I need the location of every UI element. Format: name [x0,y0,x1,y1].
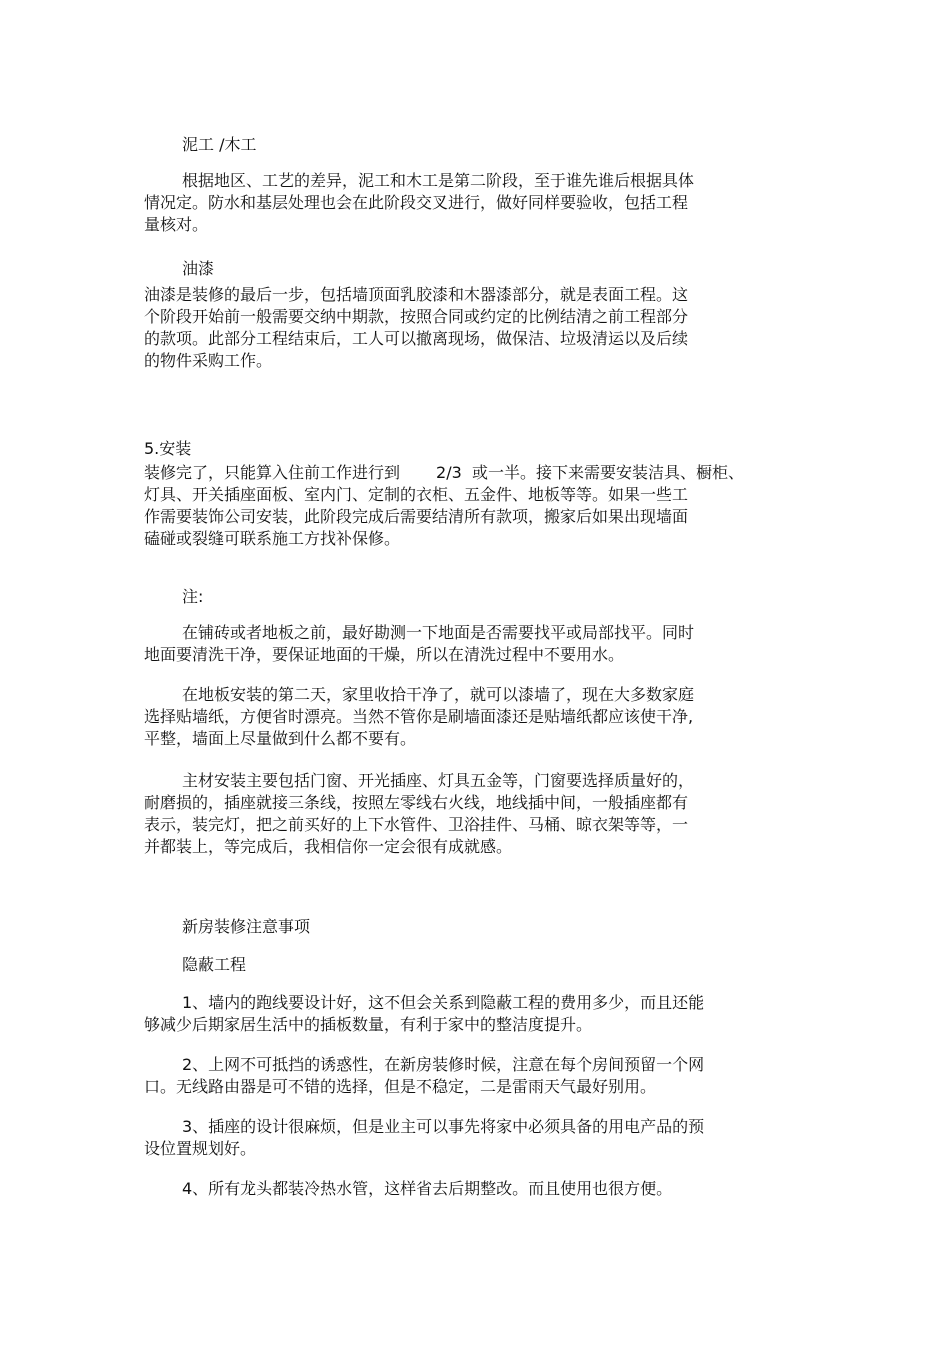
text-line: 主材安装主要包括门窗、开光插座、灯具五金等，门窗要选择质量好的， [182,771,695,790]
text-line: 量核对。 [144,215,209,234]
paragraph-note-1 [144,622,694,666]
text-segment: 装修完了，只能算入住前工作进行到 [144,463,401,482]
paragraph-nigong [144,170,694,236]
text-line: 灯具、开关插座面板、室内门、定制的衣柜、五金件、地板等等。如果一些工 [144,485,689,504]
text-line: 磕碰或裂缝可联系施工方找补保修。 [144,529,401,548]
text-line: 作需要装饰公司安装，此阶段完成后需要结清所有款项，搬家后如果出现墙面 [144,507,689,526]
text-line: 的款项。此部分工程结束后，工人可以撤离现场，做保洁、垃圾清运以及后续 [144,329,689,348]
text-line: 4、所有龙头都装冷热水管，这样省去后期整改。而且使用也很方便。 [182,1179,673,1198]
text-line [144,462,744,484]
heading-nigong: 泥工 /木工 [182,135,257,154]
heading-anzhuang: 5.安装 [144,439,192,458]
text-line: 情况定。防水和基层处理也会在此阶段交叉进行，做好同样要验收，包括工程 [144,193,689,212]
text-line: 选择贴墙纸，方便省时漂亮。当然不管你是刷墙面漆还是贴墙纸都应该使干净, [144,707,694,726]
text-line: 设位置规划好。 [144,1139,257,1158]
heading-note: 注: [182,587,204,606]
text-line: 耐磨损的，插座就接三条线，按照左零线右火线，地线插中间，一般插座都有 [144,793,689,812]
text-line: 在地板安装的第二天，家里收拾干净了，就可以漆墙了，现在大多数家庭 [182,685,695,704]
text-line: 在铺砖或者地板之前，最好勘测一下地面是否需要找平或局部找平。同时 [182,623,695,642]
paragraph-note-2 [144,684,694,750]
text-line: 个阶段开始前一般需要交纳中期款，按照合同或约定的比例结清之前工程部分 [144,307,689,326]
section-subtitle: 隐蔽工程 [182,955,247,974]
fraction-text: 2/3 [436,463,462,482]
text-line: 1、墙内的跑线要设计好，这不但会关系到隐蔽工程的费用多少，而且还能 [182,993,705,1012]
text-line: 口。无线路由器是可不错的选择，但是不稳定，二是雷雨天气最好别用。 [144,1077,657,1096]
text-line: 的物件采购工作。 [144,351,273,370]
text-line: 3、插座的设计很麻烦，但是业主可以事先将家中必须具备的用电产品的预 [182,1117,705,1136]
text-segment: 或一半。接下来需要安装洁具、橱柜、 [471,463,744,482]
list-item-3 [144,1116,704,1160]
list-item-4 [144,1178,672,1200]
text-line: 并都装上，等完成后，我相信你一定会很有成就感。 [144,837,513,856]
text-line: 平整，墙面上尽量做到什么都不要有。 [144,729,417,748]
paragraph-note-3 [144,770,694,858]
paragraph-youqi [144,284,688,372]
text-line: 2、上网不可抵挡的诱惑性，在新房装修时候，注意在每个房间预留一个网 [182,1055,705,1074]
text-line: 油漆是装修的最后一步，包括墙顶面乳胶漆和木器漆部分，就是表面工程。这 [144,285,689,304]
list-item-2 [144,1054,704,1098]
text-line: 地面要清洗干净，要保证地面的干燥，所以在清洗过程中不要用水。 [144,645,625,664]
paragraph-anzhuang [144,462,744,550]
section-title: 新房装修注意事项 [182,917,311,936]
text-line: 表示，装完灯，把之前买好的上下水管件、卫浴挂件、马桶、晾衣架等等，一 [144,815,689,834]
heading-youqi: 油漆 [182,259,215,278]
list-item-1 [144,992,704,1036]
text-line: 根据地区、工艺的差异，泥工和木工是第二阶段，至于谁先谁后根据具体 [182,171,695,190]
text-line: 够减少后期家居生活中的插板数量，有利于家中的整洁度提升。 [144,1015,593,1034]
